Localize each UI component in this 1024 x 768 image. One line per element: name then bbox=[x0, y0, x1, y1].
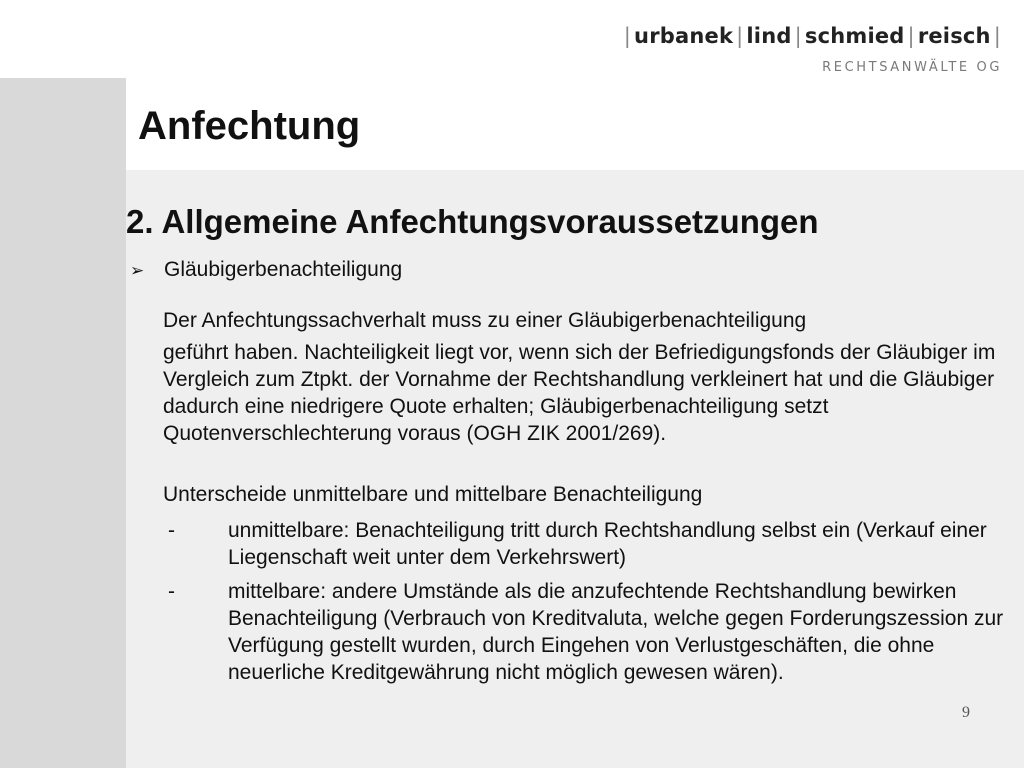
left-decor-strip bbox=[0, 78, 126, 768]
slide-title: Anfechtung bbox=[138, 104, 361, 148]
bullet-label: Gläubigerbenachteiligung bbox=[164, 258, 403, 281]
distinguish-line: Unterscheide unmittelbare und mittelbare Benachteiligung bbox=[163, 483, 703, 506]
logo-name-3: schmied bbox=[804, 24, 905, 48]
list-dash: - bbox=[168, 519, 175, 542]
arrow-bullet-icon: ➢ bbox=[130, 261, 145, 280]
section-heading: 2. Allgemeine Anfechtungsvoraussetzungen bbox=[126, 203, 819, 240]
page-number: 9 bbox=[962, 704, 970, 721]
list-item-text: mittelbare: andere Umstände als die anzufechtende Rechtshandlung bewirken Benachteiligung (Verbrauch von Kreditvaluta, welche gegen Forderungszession zur Verfügung gestellt wurden, durch Eingehen von Verlustgeschäften, die ohne neuerliche Kreditgewährung nicht möglich gewesen wären). bbox=[228, 580, 1004, 684]
firm-logo-subtitle: RECHTSANWÄLTE OG bbox=[822, 60, 1002, 75]
firm-logo-names: | urbanek | lind | schmied | reisch | bbox=[623, 24, 1001, 48]
body-paragraph bbox=[163, 307, 1013, 447]
list-item-text: unmittelbare: Benachteiligung tritt durch Rechtshandlung selbst ein (Verkauf einer Liegenschaft weit unter dem Verkehrswert) bbox=[228, 519, 987, 569]
firm-logo bbox=[621, 24, 1004, 75]
bullet-item bbox=[130, 258, 402, 282]
logo-name-1: urbanek bbox=[634, 24, 734, 48]
logo-name-2: lind bbox=[746, 24, 792, 48]
paragraph-rest: geführt haben. Nachteiligkeit liegt vor, wenn sich der Befriedigungsfonds der Gläubiger im Vergleich zum Ztpkt. der Vornahme der Rechtshandlung verkleinert hat und die Gläubiger dadurch eine niedrigere Quote erhalten; Gläubigerbenachteiligung setzt Quotenverschlechterung voraus (OGH ZIK 2001/269). bbox=[163, 341, 996, 445]
list-dash: - bbox=[168, 580, 175, 603]
logo-name-4: reisch bbox=[917, 24, 991, 48]
paragraph-line-1: Der Anfechtungssachverhalt muss zu einer Gläubigerbenachteiligung bbox=[163, 309, 807, 332]
